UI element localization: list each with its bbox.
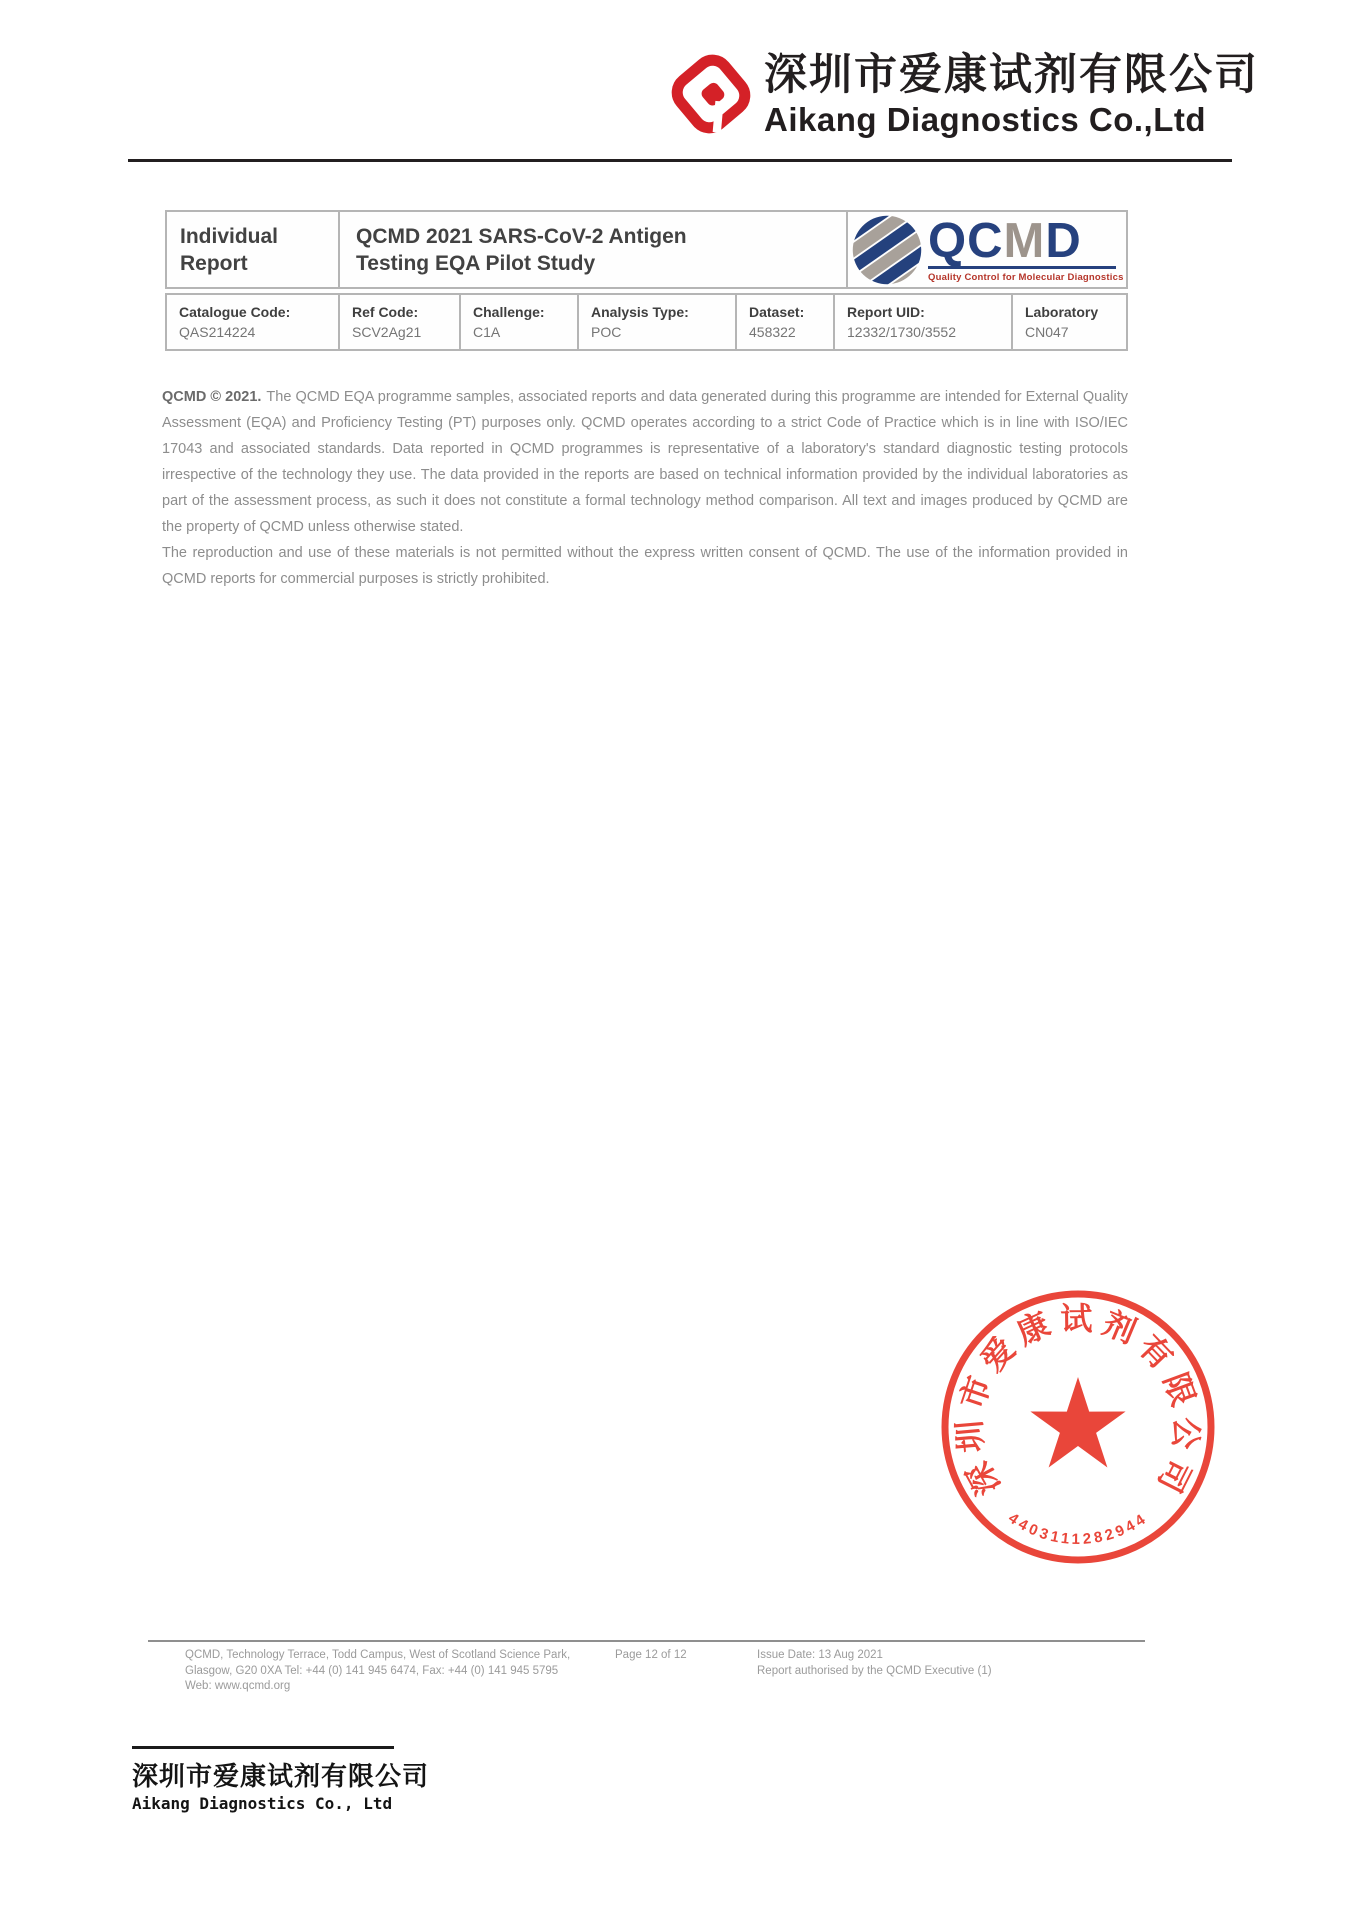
company-name-en: Aikang Diagnostics Co.,Ltd [764, 101, 1207, 138]
bottom-company-name-zh: 深圳市爱康试剂有限公司 [132, 1761, 430, 1791]
meta-value: 458322 [749, 324, 796, 340]
footer-divider [148, 1640, 1145, 1642]
meta-cell-report-uid [835, 293, 1013, 351]
qcmd-letters [928, 213, 1124, 268]
qcmd-logo-cell [848, 210, 1128, 289]
meta-label: Dataset: [749, 304, 805, 320]
brand-names [764, 48, 1259, 140]
meta-value: C1A [473, 324, 501, 340]
footer-page-number: Page 12 of 12 [615, 1649, 687, 1661]
disclaimer-paragraph-2: The reproduction and use of these materials is not permitted without the express written consent of QCMD. The use of the information provided in QCMD reports for commercial purposes is strictly prohibited. [162, 545, 1128, 587]
meta-label: Laboratory [1025, 304, 1099, 320]
report-title-cell [340, 210, 848, 289]
seal-serial-number: 4403111282944 [1005, 1509, 1151, 1549]
qcmd-globe-icon [850, 213, 924, 287]
disclaimer-paragraph-1 [162, 384, 1128, 540]
star-icon [1030, 1377, 1125, 1468]
meta-value: SCV2Ag21 [352, 324, 422, 340]
meta-value: 12332/1730/3552 [847, 324, 956, 340]
paragraph-1-text: The QCMD EQA programme samples, associated reports and data generated during this programme are intended for External Quality Assessment (EQA) and Proficiency Testing (PT) purposes only. QCMD operates according to a strict Code of Practice which is in line with ISO/IEC 17043 and associated standards. Data reported in QCMD programmes is representative of a laboratory's standard diagnostic testing protocols irrespective of the technology they use. The data provided in the reports are based on technical information provided by the individual laboratories as part of the assessment process, as such it does not constitute a formal technology method comparison. All text and images produced by QCMD are the property of QCMD unless otherwise stated. [162, 389, 1128, 535]
qcmd-letter-c: C [967, 213, 1004, 268]
meta-label: Analysis Type: [591, 304, 689, 320]
company-seal [938, 1287, 1218, 1567]
meta-cell-ref-code [340, 293, 461, 351]
copyright-lead: QCMD © 2021. [162, 389, 262, 405]
report-header-table [165, 210, 1128, 289]
qcmd-letter-d: D [1045, 213, 1082, 268]
seal-company-text: 深圳市爱康试剂有限公司 [951, 1300, 1205, 1502]
meta-cell-laboratory [1013, 293, 1128, 351]
meta-value: POC [591, 324, 622, 340]
meta-cell-challenge [461, 293, 579, 351]
meta-value: QAS214224 [179, 324, 256, 340]
qcmd-letter-q: Q [928, 213, 968, 268]
brand-header [664, 48, 1259, 140]
report-meta-table [165, 293, 1128, 351]
meta-value: CN047 [1025, 324, 1069, 340]
company-name-zh: 深圳市爱康试剂有限公司 [764, 51, 1259, 99]
meta-cell-dataset [737, 293, 835, 351]
meta-label: Report UID: [847, 304, 925, 320]
meta-label: Challenge: [473, 304, 545, 320]
footer-issue-date: Issue Date: 13 Aug 2021 [757, 1649, 883, 1661]
footer-address: QCMD, Technology Terrace, Todd Campus, West of Scotland Science Park, Glasgow, G20 0XA Tel: +44 (0) 141 945 6474, Fax: +44 (0) 141 945 5795 Web: www.qcmd.org [185, 1649, 571, 1692]
qcmd-letter-m: M [1003, 213, 1046, 268]
meta-cell-catalogue-code [165, 293, 340, 351]
header-divider [128, 159, 1232, 162]
meta-label: Catalogue Code: [179, 304, 291, 320]
footer-issue-block [757, 1648, 1157, 1679]
qcmd-tagline: Quality Control for Molecular Diagnostics [928, 271, 1124, 283]
report-type-cell: Individual Report [165, 210, 340, 289]
report-title: QCMD 2021 SARS-CoV-2 Antigen Testing EQA Pilot Study [356, 225, 687, 275]
aikang-logo-icon [664, 48, 758, 140]
qcmd-wordmark [928, 213, 1124, 283]
bottom-divider [132, 1746, 394, 1749]
footer-authorised-by: Report authorised by the QCMD Executive (1) [757, 1664, 992, 1677]
meta-cell-analysis-type [579, 293, 737, 351]
meta-label: Ref Code: [352, 304, 419, 320]
bottom-company-name-en: Aikang Diagnostics Co., Ltd [132, 1794, 393, 1813]
